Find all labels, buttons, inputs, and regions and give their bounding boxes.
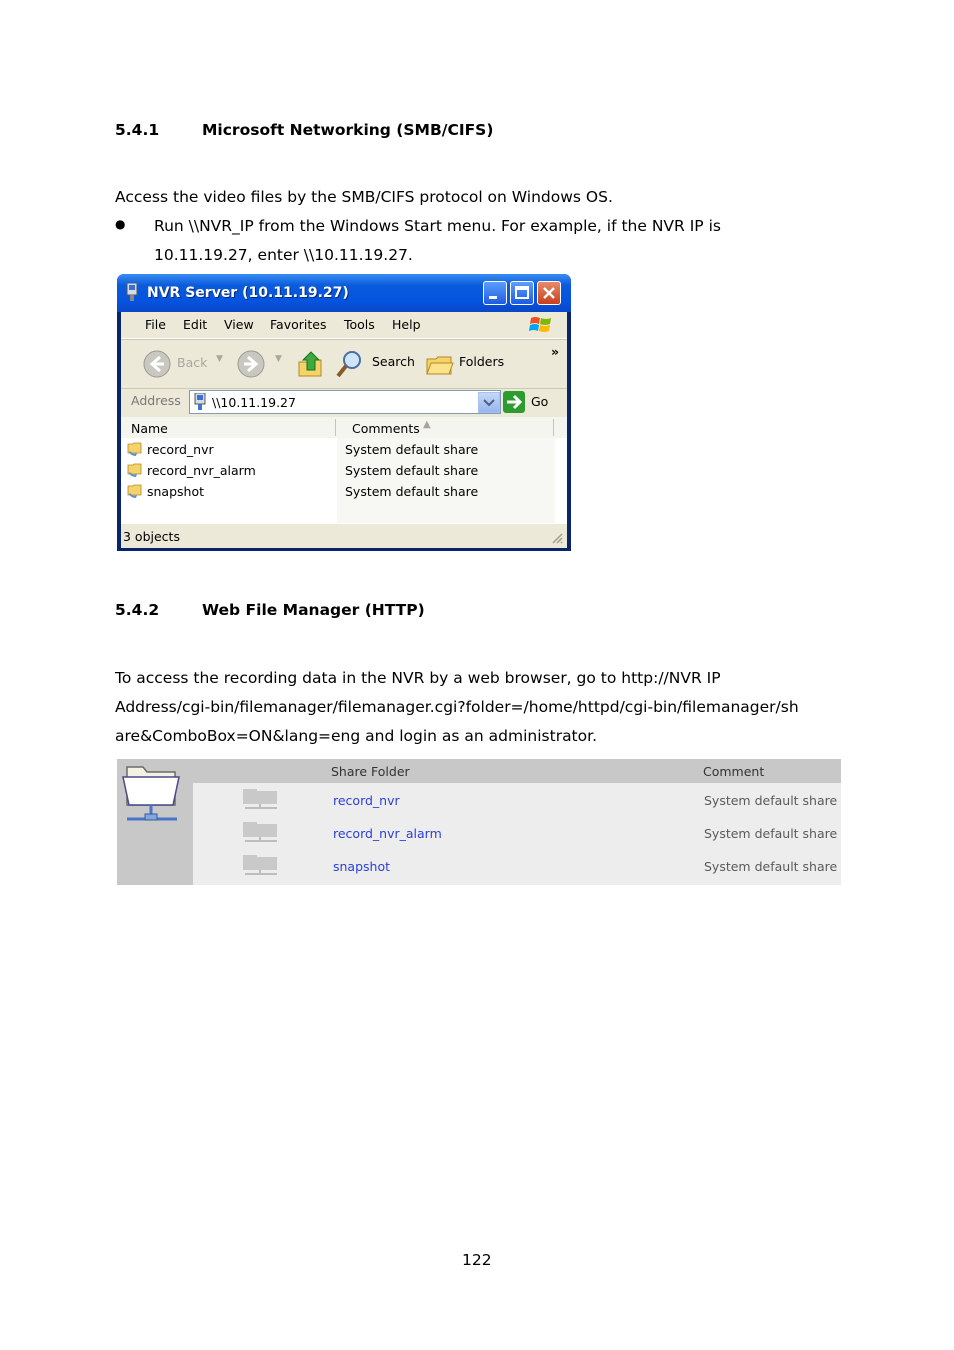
search-icon[interactable]: [335, 348, 365, 380]
share-comment: System default share: [704, 826, 838, 841]
bullet-text-line2: 10.11.19.27, enter \\10.11.19.27.: [154, 246, 413, 264]
paragraph-line: Address/cgi-bin/filemanager/filemanager.cgi?folder=/home/httpd/cgi-bin/filemanager/sh: [115, 698, 799, 716]
section-number: 5.4.2: [115, 601, 160, 619]
close-icon: [538, 282, 560, 304]
forward-arrow-icon[interactable]: [237, 350, 265, 378]
window-title: NVR Server (10.11.19.27): [147, 285, 349, 301]
file-manager-list: [193, 783, 841, 885]
chevron-down-icon[interactable]: ▼: [275, 354, 282, 364]
network-folder-icon: [121, 763, 183, 823]
section-title: Microsoft Networking (SMB/CIFS): [202, 121, 494, 139]
share-folder-icon: [243, 855, 279, 877]
folders-button-label[interactable]: Folders: [459, 354, 505, 369]
address-dropdown-button[interactable]: [478, 392, 500, 413]
section-title: Web File Manager (HTTP): [202, 601, 425, 619]
section-number: 5.4.1: [115, 121, 160, 139]
list-item[interactable]: [121, 440, 567, 460]
menu-favorites[interactable]: Favorites: [270, 317, 327, 332]
column-divider[interactable]: [553, 419, 554, 436]
paragraph-line: are&ComboBox=ON&lang=eng and login as an administrator.: [115, 727, 597, 745]
status-bar: [121, 523, 567, 548]
share-link[interactable]: record_nvr_alarm: [333, 826, 442, 841]
list-item-name: record_nvr: [147, 442, 214, 457]
status-text: 3 objects: [123, 529, 180, 544]
bullet-text-line1: Run \\NVR_IP from the Windows Start menu. For example, if the NVR IP is: [154, 217, 721, 235]
list-item-comment: System default share: [345, 442, 479, 457]
folders-icon[interactable]: [425, 349, 455, 379]
menu-file[interactable]: File: [145, 317, 166, 332]
address-input[interactable]: [189, 390, 501, 414]
share-link[interactable]: snapshot: [333, 859, 391, 874]
paragraph-line: To access the recording data in the NVR by a web browser, go to http://NVR IP: [115, 669, 721, 687]
menu-edit[interactable]: Edit: [183, 317, 208, 332]
chevron-down-icon[interactable]: ▼: [216, 354, 223, 364]
window-client: [121, 312, 567, 547]
minimize-icon: [484, 282, 506, 304]
toolbar: [121, 339, 567, 389]
search-button-label[interactable]: Search: [372, 354, 415, 369]
maximize-button[interactable]: [510, 281, 534, 305]
share-comment: System default share: [704, 859, 838, 874]
list-item-comment: System default share: [345, 463, 479, 478]
shared-folder-icon: [127, 483, 143, 498]
go-arrow-icon[interactable]: [503, 391, 525, 413]
table-row: [193, 849, 841, 882]
address-label: Address: [131, 393, 181, 408]
list-item[interactable]: [121, 482, 567, 502]
column-divider[interactable]: [335, 419, 336, 436]
menu-view[interactable]: View: [224, 317, 254, 332]
file-manager-header: [193, 759, 841, 783]
maximize-icon: [511, 282, 533, 304]
minimize-button[interactable]: [483, 281, 507, 305]
up-folder-icon[interactable]: [297, 348, 325, 380]
share-comment: System default share: [704, 793, 838, 808]
resize-grip-icon[interactable]: [551, 532, 563, 544]
column-comments[interactable]: Comments: [352, 421, 420, 436]
shared-folder-icon: [127, 441, 143, 456]
explorer-window: [117, 274, 571, 551]
list-item-name: record_nvr_alarm: [147, 463, 256, 478]
table-row: [193, 816, 841, 849]
bullet-icon: ●: [115, 217, 126, 231]
list-item[interactable]: [121, 461, 567, 481]
menu-tools[interactable]: Tools: [344, 317, 375, 332]
list-item-comment: System default share: [345, 484, 479, 499]
column-share-folder: Share Folder: [331, 764, 410, 779]
list-item-name: snapshot: [147, 484, 205, 499]
share-folder-icon: [243, 822, 279, 844]
close-button[interactable]: [537, 281, 561, 305]
share-folder-icon: [243, 789, 279, 811]
computer-icon: [125, 283, 139, 301]
sort-ascending-icon: ▲: [423, 419, 431, 430]
back-arrow-icon[interactable]: [143, 350, 171, 378]
column-comment: Comment: [703, 764, 765, 779]
column-name[interactable]: Name: [131, 421, 168, 436]
menu-help[interactable]: Help: [392, 317, 421, 332]
go-button-label[interactable]: Go: [531, 394, 549, 409]
share-link[interactable]: record_nvr: [333, 793, 400, 808]
windows-logo-icon: [529, 315, 553, 335]
shared-folder-icon: [127, 462, 143, 477]
file-list: [121, 438, 567, 523]
web-file-manager: [117, 759, 841, 885]
table-row: [193, 783, 841, 816]
more-toolbar-icon[interactable]: »: [551, 344, 560, 359]
chevron-down-icon: [479, 393, 499, 412]
back-button-label[interactable]: Back: [177, 355, 208, 370]
paragraph: Access the video files by the SMB/CIFS protocol on Windows OS.: [115, 188, 613, 206]
title-bar[interactable]: [117, 274, 571, 312]
address-value: \\10.11.19.27: [212, 395, 296, 410]
address-bar: [121, 388, 567, 416]
menu-bar: [121, 312, 567, 339]
computer-icon: [193, 393, 207, 411]
list-header: [121, 417, 567, 439]
page-number: 122: [462, 1251, 492, 1269]
